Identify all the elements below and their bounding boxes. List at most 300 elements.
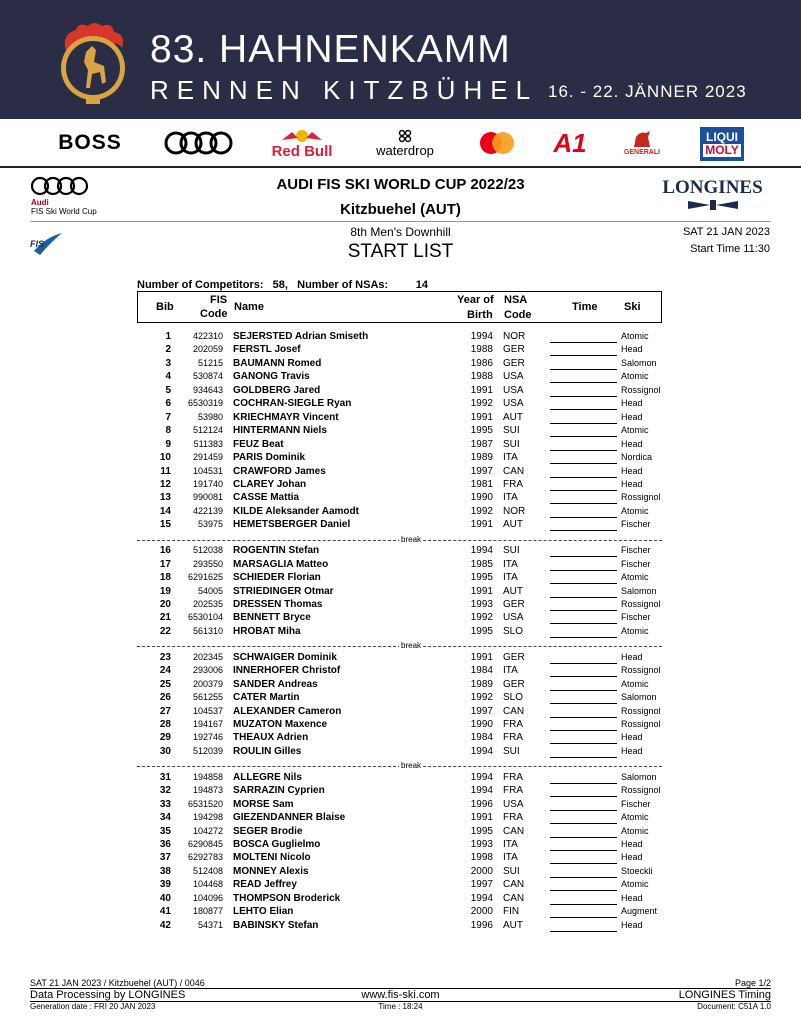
competitor-ski: Rossignol — [621, 785, 661, 796]
competitor-ski: Atomic — [621, 572, 649, 583]
mastercard-icon — [478, 127, 516, 159]
competitor-row — [137, 585, 662, 598]
competitor-name: KILDE Aleksander Aamodt — [233, 505, 359, 517]
competitor-bib: 16 — [159, 545, 171, 557]
competitor-fis-code: 194873 — [192, 785, 223, 796]
footer-page: Page 1/2 — [734, 978, 771, 988]
competitor-time-blank — [550, 411, 617, 424]
audi-label: Audi — [31, 198, 49, 207]
footer-time: Time : 18:24 — [378, 1002, 423, 1011]
footer-timing: LONGINES Timing — [678, 989, 771, 1001]
competitor-name: PARIS Dominik — [233, 452, 306, 464]
competitor-row — [137, 518, 662, 531]
competitor-row — [137, 691, 662, 704]
competitor-name: HINTERMANN Niels — [233, 425, 327, 437]
competitor-fis-code: 6530104 — [187, 612, 223, 623]
competitor-name: DRESSEN Thomas — [233, 598, 323, 610]
competitor-ski: Head — [621, 411, 643, 422]
competitor-fis-code: 104531 — [192, 465, 223, 476]
competitor-bib: 18 — [159, 572, 171, 584]
competitor-row — [137, 838, 662, 851]
competitor-birth-year: 1992 — [470, 692, 493, 704]
competitor-bib: 2 — [165, 344, 171, 356]
competitor-bib: 23 — [159, 651, 171, 663]
competitor-nsa-code: CAN — [503, 705, 525, 717]
competitor-row — [137, 411, 662, 424]
competitor-fis-code: 934643 — [192, 384, 223, 395]
competitor-row — [137, 651, 662, 664]
competitor-row — [137, 905, 662, 918]
competitor-name: CRAWFORD James — [233, 465, 326, 477]
list-title: START LIST — [347, 241, 454, 262]
competitor-birth-year: 1994 — [470, 545, 493, 557]
competitor-fis-code: 194858 — [192, 771, 223, 782]
competitor-bib: 6 — [165, 398, 171, 410]
competitor-row — [137, 825, 662, 838]
competitor-name: READ Jeffrey — [233, 879, 297, 891]
competitor-time-blank — [550, 625, 617, 638]
moly-text: MOLY — [705, 143, 739, 157]
competitor-name: GANONG Travis — [233, 371, 310, 383]
competitor-fis-code: 53975 — [197, 519, 223, 530]
event-banner — [0, 0, 801, 119]
competitor-nsa-code: SUI — [503, 545, 520, 557]
competitor-bib: 33 — [159, 798, 171, 810]
footer-generated: Generation date : FRI 20 JAN 2023 — [30, 1002, 156, 1011]
competitor-row — [137, 571, 662, 584]
competitor-bib: 27 — [159, 705, 171, 717]
competitor-ski: Rossignol — [621, 492, 661, 503]
competitor-row — [137, 357, 662, 370]
bulls-icon — [280, 128, 324, 144]
competitor-time-blank — [550, 919, 617, 932]
competitor-bib: 14 — [159, 505, 171, 517]
boss-logo: BOSS — [58, 131, 122, 154]
competitor-birth-year: 1995 — [470, 425, 493, 437]
competitor-time-blank — [550, 343, 617, 356]
competitor-name: MUZATON Maxence — [233, 718, 328, 730]
competitor-bib: 19 — [159, 585, 171, 597]
competitor-birth-year: 1992 — [470, 398, 493, 410]
competitor-birth-year: 1995 — [470, 572, 493, 584]
competitor-time-blank — [550, 771, 617, 784]
competitor-ski: Salomon — [621, 771, 657, 782]
competitor-nsa-code: ITA — [503, 852, 518, 864]
break-label: break — [401, 761, 422, 771]
competitor-row — [137, 892, 662, 905]
competitor-birth-year: 1991 — [470, 651, 493, 663]
competitor-ski: Rossignol — [621, 598, 661, 609]
competitor-ski: Atomic — [621, 812, 649, 823]
competitor-nsa-code: SUI — [503, 865, 520, 877]
competitor-ski: Atomic — [621, 825, 649, 836]
competitor-bib: 20 — [159, 598, 171, 610]
competitor-birth-year: 1995 — [470, 825, 493, 837]
competitor-row — [137, 478, 662, 491]
competitor-nsa-code: GER — [503, 357, 525, 369]
competitor-birth-year: 1994 — [470, 771, 493, 783]
competitor-name: KRIECHMAYR Vincent — [233, 411, 339, 423]
competitor-row — [137, 798, 662, 811]
competitor-row — [137, 851, 662, 864]
competitor-nsa-code: CAN — [503, 892, 525, 904]
generali-text: GENERALI — [623, 149, 661, 156]
competitor-birth-year: 1989 — [470, 452, 493, 464]
break-label: break — [401, 641, 422, 651]
competitor-row — [137, 865, 662, 878]
column-header — [137, 291, 662, 323]
fis-text: FIS — [30, 239, 45, 249]
competitor-name: FERSTL Josef — [233, 344, 301, 356]
competitor-birth-year: 1984 — [470, 732, 493, 744]
competitor-bib: 28 — [159, 718, 171, 730]
competitor-fis-code: 200379 — [192, 678, 223, 689]
competitor-fis-code: 202059 — [192, 344, 223, 355]
competitor-time-blank — [550, 424, 617, 437]
competitor-name: SCHIEDER Florian — [233, 572, 321, 584]
col-fis-2: Code — [200, 308, 228, 320]
competitor-ski: Atomic — [621, 678, 649, 689]
competitor-nsa-code: CAN — [503, 825, 525, 837]
competitor-name: LEHTO Elian — [233, 906, 294, 918]
competitor-birth-year: 1993 — [470, 838, 493, 850]
competitor-row — [137, 771, 662, 784]
competitor-birth-year: 1984 — [470, 665, 493, 677]
competitor-row — [137, 611, 662, 624]
competitor-bib: 7 — [165, 411, 171, 423]
competitor-time-blank — [550, 851, 617, 864]
start-time: Start Time 11:30 — [690, 243, 770, 255]
competitor-fis-code: 6530319 — [187, 398, 223, 409]
competitor-nsa-code: FRA — [503, 812, 523, 824]
competitor-ski: Head — [621, 838, 643, 849]
competitor-time-blank — [550, 838, 617, 851]
competitor-fis-code: 194298 — [192, 812, 223, 823]
competitor-fis-code: 54005 — [197, 585, 223, 596]
competitor-ski: Fischer — [621, 519, 651, 530]
competitor-stats: Number of Competitors: 58, Number of NSAs: 14 — [137, 279, 428, 291]
competitor-row — [137, 558, 662, 571]
competitor-row — [137, 370, 662, 383]
competitor-birth-year: 1987 — [470, 438, 493, 450]
competitor-birth-year: 1990 — [470, 718, 493, 730]
competitor-nsa-code: ITA — [503, 838, 518, 850]
competitor-nsa-code: FRA — [503, 771, 523, 783]
competitor-bib: 9 — [165, 438, 171, 450]
competitor-row — [137, 919, 662, 932]
competitor-time-blank — [550, 544, 617, 557]
competitor-bib: 12 — [159, 478, 171, 490]
col-yob-2: Birth — [467, 309, 493, 321]
competitor-fis-code: 530874 — [192, 371, 223, 382]
competitor-ski: Head — [621, 438, 643, 449]
waterdrop-logo — [370, 127, 440, 159]
competitor-fis-code: 104537 — [192, 705, 223, 716]
competitor-birth-year: 1981 — [470, 478, 493, 490]
competitor-row — [137, 424, 662, 437]
competitor-ski: Head — [621, 344, 643, 355]
competitor-fis-code: 511383 — [193, 438, 223, 449]
competitor-time-blank — [550, 905, 617, 918]
competitor-time-blank — [550, 505, 617, 518]
break-divider — [137, 531, 662, 544]
competitor-birth-year: 1994 — [470, 331, 493, 342]
competitor-time-blank — [550, 664, 617, 677]
competitor-ski: Salomon — [621, 585, 657, 596]
competitor-name: ROGENTIN Stefan — [233, 545, 320, 557]
competitor-fis-code: 194167 — [192, 718, 223, 729]
competitor-name: HEMETSBERGER Daniel — [233, 519, 351, 531]
competitor-fis-code: 104272 — [192, 825, 223, 836]
competitor-name: ROULIN Gilles — [233, 745, 302, 757]
competitor-ski: Atomic — [621, 425, 649, 436]
competitor-bib: 17 — [159, 558, 171, 570]
competitor-nsa-code: FRA — [503, 732, 523, 744]
competitor-name: THOMPSON Broderick — [233, 892, 341, 904]
competitor-fis-code: 54371 — [197, 919, 223, 930]
competitor-nsa-code: GER — [503, 678, 525, 690]
competitor-birth-year: 1991 — [470, 411, 493, 423]
competitor-row — [137, 731, 662, 744]
competitor-birth-year: 1991 — [470, 519, 493, 531]
competitor-name: THEAUX Adrien — [233, 732, 309, 744]
competitor-row — [137, 625, 662, 638]
competitor-bib: 13 — [159, 492, 171, 504]
competitor-time-blank — [550, 811, 617, 824]
waterdrop-text: waterdrop — [376, 142, 434, 158]
competitor-time-blank — [550, 518, 617, 531]
competitor-bib: 41 — [159, 906, 171, 918]
col-bib: Bib — [156, 301, 174, 313]
banner-title: 83. HAHNENKAMM — [150, 28, 511, 71]
competitor-name: CLAREY Johan — [233, 478, 307, 490]
competitor-name: BABINSKY Stefan — [233, 919, 319, 931]
competitor-time-blank — [550, 825, 617, 838]
competitor-birth-year: 1996 — [470, 919, 493, 931]
competitor-ski: Augment — [621, 906, 658, 917]
competitor-fis-code: 104096 — [192, 892, 223, 903]
competitor-nsa-code: SLO — [503, 625, 524, 637]
competitor-fis-code: 422310 — [192, 331, 223, 341]
col-nsa-2: Code — [504, 309, 532, 321]
competitor-name: FEUZ Beat — [233, 438, 284, 450]
break-label: break — [401, 534, 422, 544]
hahnenkamm-logo-icon — [56, 22, 130, 106]
competitor-birth-year: 1986 — [470, 357, 493, 369]
liqui-moly-logo — [700, 127, 744, 161]
competitor-ski: Rossignol — [621, 705, 661, 716]
competitor-ski: Salomon — [621, 357, 657, 368]
competitor-name: MONNEY Alexis — [233, 865, 309, 877]
competitor-bib: 34 — [159, 812, 171, 824]
competitor-fis-code: 293550 — [192, 558, 223, 569]
competitor-birth-year: 1990 — [470, 492, 493, 504]
competitor-row — [137, 878, 662, 891]
competitor-fis-code: 6531520 — [187, 798, 223, 809]
competitor-fis-code: 6290845 — [187, 838, 223, 849]
competitor-name: CATER Martin — [233, 692, 300, 704]
competitor-fis-code: 180877 — [192, 906, 223, 917]
competitor-nsa-code: USA — [503, 612, 524, 624]
col-time: Time — [572, 301, 598, 313]
competitor-nsa-code: ITA — [503, 452, 518, 464]
competitor-fis-code: 51215 — [197, 357, 223, 368]
competitor-time-blank — [550, 571, 617, 584]
competitor-time-blank — [550, 691, 617, 704]
competitor-birth-year: 1996 — [470, 798, 493, 810]
competitor-row — [137, 491, 662, 504]
competitor-birth-year: 2000 — [470, 865, 493, 877]
competitor-row — [137, 664, 662, 677]
competitor-ski: Atomic — [621, 505, 649, 516]
competitor-fis-code: 990081 — [192, 492, 223, 503]
col-fis-1: FIS — [210, 294, 228, 306]
competitor-nsa-code: NOR — [503, 331, 526, 342]
competitor-fis-code: 291459 — [192, 452, 223, 463]
competitor-bib: 42 — [159, 919, 171, 931]
competitor-name: MORSE Sam — [233, 798, 294, 810]
competitor-name: SARRAZIN Cyprien — [233, 785, 325, 797]
col-yob-1: Year of — [457, 294, 494, 306]
competitor-time-blank — [550, 784, 617, 797]
competitor-fis-code: 512408 — [192, 865, 223, 876]
competitor-birth-year: 1995 — [470, 625, 493, 637]
competitor-ski: Atomic — [621, 879, 649, 890]
competitor-ski: Head — [621, 732, 643, 743]
competitor-nsa-code: USA — [503, 398, 524, 410]
competitor-name: GOLDBERG Jared — [233, 384, 321, 396]
competitor-nsa-code: USA — [503, 384, 524, 396]
longines-logo — [655, 178, 770, 216]
competitor-time-blank — [550, 745, 617, 758]
competitor-birth-year: 1992 — [470, 612, 493, 624]
competitor-fis-code: 6292783 — [187, 852, 223, 863]
competitor-name: SEJERSTED Adrian Smiseth — [233, 331, 369, 342]
competitor-nsa-code: SLO — [503, 692, 524, 704]
competitor-ski: Atomic — [621, 371, 649, 382]
competitor-birth-year: 1991 — [470, 812, 493, 824]
competitor-nsa-code: ITA — [503, 492, 518, 504]
competitor-name: HROBAT Miha — [233, 625, 301, 637]
competitor-time-blank — [550, 718, 617, 731]
competitor-nsa-code: AUT — [503, 919, 523, 931]
audi-rings-icon — [163, 127, 235, 159]
competitor-row — [137, 397, 662, 410]
competitor-time-blank — [550, 478, 617, 491]
competitor-bib: 24 — [159, 665, 171, 677]
competitor-fis-code: 104468 — [192, 879, 223, 890]
competitor-nsa-code: SUI — [503, 745, 520, 757]
competitor-fis-code: 422139 — [192, 505, 223, 516]
competitor-ski: Nordica — [621, 452, 653, 463]
col-name: Name — [234, 301, 264, 313]
competitor-bib: 32 — [159, 785, 171, 797]
competitor-row — [137, 343, 662, 356]
liqui-text: LIQUI — [706, 130, 738, 144]
competitor-birth-year: 1994 — [470, 892, 493, 904]
competitor-ski: Fischer — [621, 545, 651, 556]
competitor-time-blank — [550, 438, 617, 451]
competitor-bib: 10 — [159, 452, 171, 464]
lion-icon — [630, 129, 654, 149]
competitor-nsa-code: FRA — [503, 785, 523, 797]
competitor-ski: Atomic — [621, 625, 649, 636]
competitor-time-blank — [550, 357, 617, 370]
competitor-fis-code: 561310 — [192, 625, 223, 636]
competitor-row — [137, 330, 662, 343]
competitor-birth-year: 1994 — [470, 785, 493, 797]
competitor-ski: Rossignol — [621, 665, 661, 676]
competitor-ski: Head — [621, 478, 643, 489]
competitor-nsa-code: GER — [503, 598, 525, 610]
competitor-nsa-code: USA — [503, 798, 524, 810]
competitor-ski: Head — [621, 745, 643, 756]
footer-website: www.fis-ski.com — [361, 989, 440, 1001]
col-ski: Ski — [624, 301, 641, 313]
competitor-fis-code: 512038 — [192, 545, 223, 556]
competitor-time-blank — [550, 598, 617, 611]
competitor-nsa-code: NOR — [503, 505, 526, 517]
break-divider — [137, 757, 662, 771]
competitor-nsa-code: FRA — [503, 478, 523, 490]
competitor-nsa-code: CAN — [503, 465, 525, 477]
competitor-name: GIEZENDANNER Blaise — [233, 812, 346, 824]
competitor-time-blank — [550, 651, 617, 664]
banner-subtitle: RENNEN KITZBÜHEL — [150, 75, 539, 105]
competitor-name: SEGER Brodie — [233, 825, 303, 837]
a1-logo: A1 — [553, 127, 587, 158]
competitor-ski: Head — [621, 398, 643, 409]
competitor-nsa-code: GER — [503, 651, 525, 663]
competitor-ski: Salomon — [621, 692, 657, 703]
competitor-time-blank — [550, 878, 617, 891]
competitor-bib: 40 — [159, 892, 171, 904]
competitor-bib: 30 — [159, 745, 171, 757]
competitor-name: SANDER Andreas — [233, 678, 318, 690]
competitor-name: BAUMANN Romed — [233, 357, 322, 369]
competitor-bib: 29 — [159, 732, 171, 744]
competitor-fis-code: 53980 — [197, 411, 223, 422]
competitor-nsa-code: USA — [503, 371, 524, 383]
competitor-nsa-code: SUI — [503, 425, 520, 437]
competitor-birth-year: 1988 — [470, 344, 493, 356]
competitor-row — [137, 451, 662, 464]
redbull-text: Red Bull — [271, 142, 333, 160]
competitor-birth-year: 1997 — [470, 705, 493, 717]
competitor-bib: 15 — [159, 519, 171, 531]
competitor-bib: 5 — [165, 384, 171, 396]
competitor-birth-year: 2000 — [470, 906, 493, 918]
fis-world-cup-label: FIS Ski World Cup — [31, 207, 97, 216]
col-nsa-1: NSA — [504, 294, 528, 306]
competitor-bib: 4 — [165, 371, 171, 383]
competitor-row — [137, 465, 662, 478]
event-title: AUDI FIS SKI WORLD CUP 2022/23 — [276, 176, 525, 193]
race-date: SAT 21 JAN 2023 — [682, 226, 770, 238]
competitor-fis-code: 293006 — [192, 665, 223, 676]
competitor-bib: 21 — [159, 612, 171, 624]
competitor-name: CASSE Mattia — [233, 492, 300, 504]
competitor-bib: 35 — [159, 825, 171, 837]
competitor-row — [137, 811, 662, 824]
competitor-fis-code: 512124 — [192, 425, 223, 436]
competitor-time-blank — [550, 678, 617, 691]
competitor-name: STRIEDINGER Otmar — [233, 585, 334, 597]
competitor-time-blank — [550, 731, 617, 744]
competitor-birth-year: 1992 — [470, 505, 493, 517]
competitor-bib: 31 — [159, 771, 171, 783]
competitor-ski: Head — [621, 651, 643, 662]
